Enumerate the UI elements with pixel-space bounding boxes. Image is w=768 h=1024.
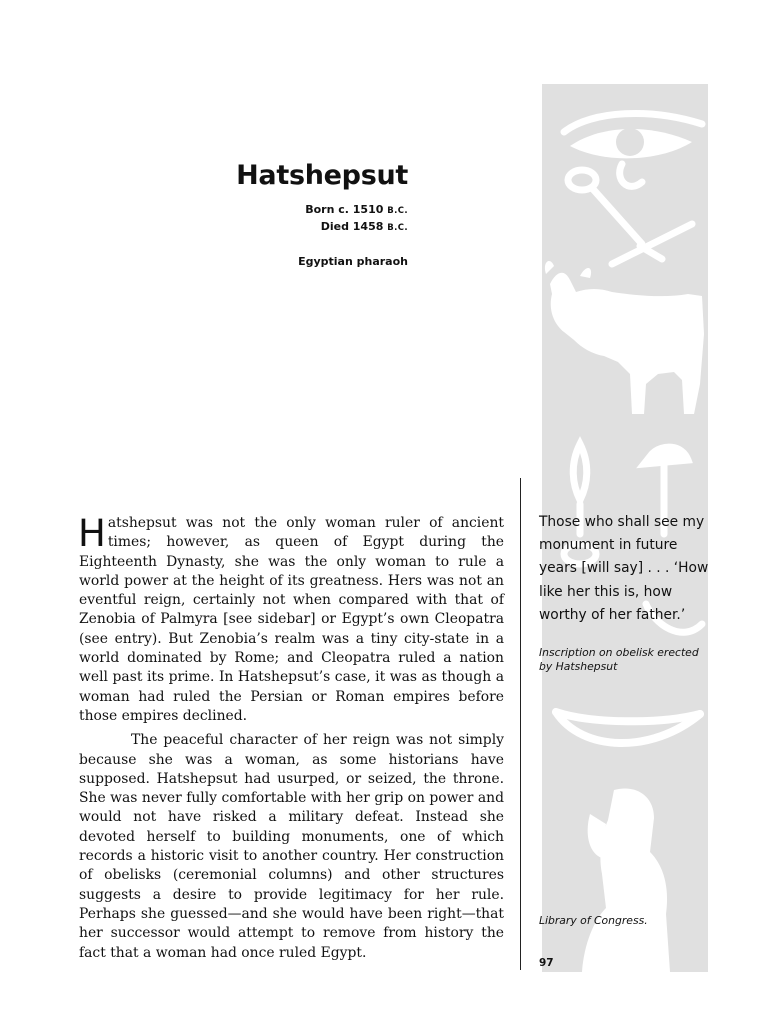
- boat-glyph-icon: [556, 712, 700, 743]
- born-date: Born c. 1510 B.C.: [305, 203, 408, 216]
- eye-glyph-icon: [564, 114, 702, 187]
- life-dates: [150, 202, 408, 236]
- bull-glyph-icon: [545, 261, 704, 414]
- article-body: [79, 514, 504, 968]
- died-date: Died 1458 B.C.: [320, 220, 408, 233]
- sidebar-quote: Those who shall see my monument in future years [will say] . . . ‘How like her this is, how worthy of her father.’: [539, 514, 709, 623]
- page-title: Hatshepsut: [236, 160, 408, 191]
- column-divider: [520, 478, 521, 970]
- paragraph-2: The peaceful character of her reign was not simply because she was a woman, as some historians have supposed. Hatshepsut had usurped, or seized, the throne. She was never fully comfortable with her grip on power and would not have risked a military defeat. Instead she devoted herself to building monuments, one of which records a historic visit to another country. Her construction of obelisks (ceremonial columns) and other structures suggests a desire to provide legitimacy for her rule. Perhaps she guessed—and she would have been right—that her successor would attempt to remove from history the fact that a woman had once ruled Egypt.: [79, 732, 504, 961]
- quote-source: Inscription on obelisk erected by Hatshepsut: [539, 646, 699, 673]
- paragraph-1-text: atshepsut was not the only woman ruler of ancient times; however, as queen of Egypt during the Eighteenth Dynasty, she was the only woman to rule a world power at the height of its greatness. Hers was not an eventful reign, certainly not when compared with that of Zenobia of Palmyra [see sidebar] or Egypt’s own Cleopatra (see entry). But Zenobia’s realm was a tiny city-state in a world dominated by Rome; and Cleopatra ruled a nation well past its prime. In Hatshepsut’s case, it was as though a woman had ruled the Persian or Roman empires before those empires declined.: [79, 515, 504, 724]
- drop-cap: H: [78, 512, 106, 555]
- page-subtitle: Egyptian pharaoh: [298, 255, 408, 268]
- page-number: 97: [539, 957, 554, 969]
- image-credit: Library of Congress.: [539, 914, 648, 927]
- paragraph-1: [79, 514, 504, 726]
- seated-figure-glyph-icon: [582, 788, 670, 972]
